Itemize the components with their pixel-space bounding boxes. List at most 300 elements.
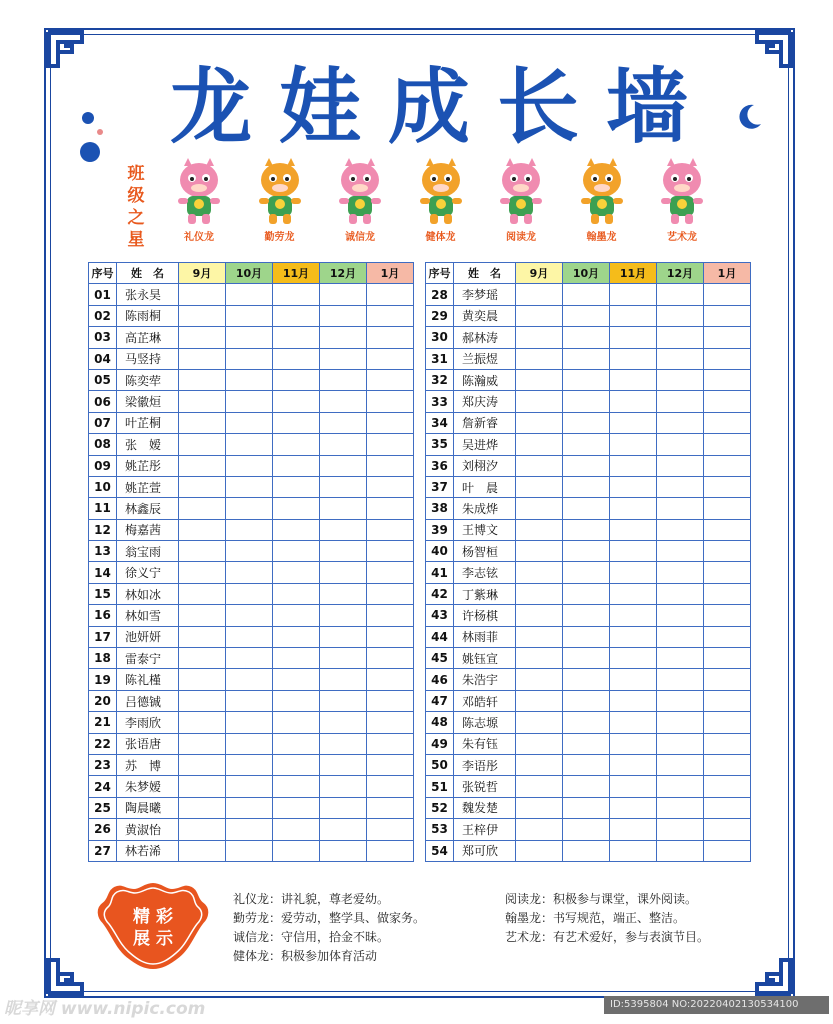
month-cell xyxy=(610,348,657,369)
month-cell xyxy=(226,412,273,433)
month-cell xyxy=(610,605,657,626)
month-cell xyxy=(367,776,414,797)
month-cell xyxy=(610,754,657,775)
month-cell xyxy=(704,583,751,604)
month-cell xyxy=(610,541,657,562)
month-cell xyxy=(367,391,414,412)
month-cell xyxy=(563,690,610,711)
month-cell xyxy=(226,369,273,390)
month-cell xyxy=(563,327,610,348)
month-cell xyxy=(226,348,273,369)
student-number: 08 xyxy=(89,434,117,455)
student-number: 15 xyxy=(89,583,117,604)
month-cell xyxy=(273,284,320,305)
table-row xyxy=(426,391,751,412)
student-name: 苏 博 xyxy=(117,754,179,775)
student-name: 陈雨桐 xyxy=(117,305,179,326)
legend-item: 勤劳龙：爱劳动，整学具、做家务。 xyxy=(233,911,426,925)
month-cell xyxy=(226,562,273,583)
month-cell xyxy=(320,455,367,476)
month-cell xyxy=(226,455,273,476)
month-cell xyxy=(320,562,367,583)
table-row xyxy=(89,327,414,348)
month-cell xyxy=(657,455,704,476)
student-number: 23 xyxy=(89,754,117,775)
student-number: 35 xyxy=(426,434,454,455)
student-name: 叶 晨 xyxy=(454,476,516,497)
table-row xyxy=(89,690,414,711)
table-row xyxy=(426,690,751,711)
header-month: 1月 xyxy=(367,263,414,284)
table-row xyxy=(426,583,751,604)
month-cell xyxy=(516,541,563,562)
legend-item: 艺术龙：有艺术爱好，参与表演节目。 xyxy=(505,930,710,944)
table-row xyxy=(89,434,414,455)
student-number: 16 xyxy=(89,605,117,626)
student-name: 李语彤 xyxy=(454,754,516,775)
month-cell xyxy=(179,712,226,733)
month-cell xyxy=(610,583,657,604)
header-month: 1月 xyxy=(704,263,751,284)
month-cell xyxy=(704,605,751,626)
table-row xyxy=(89,840,414,861)
month-cell xyxy=(179,819,226,840)
month-cell xyxy=(704,754,751,775)
month-cell xyxy=(320,348,367,369)
month-cell xyxy=(704,412,751,433)
student-number: 27 xyxy=(89,840,117,861)
month-cell xyxy=(657,369,704,390)
student-number: 48 xyxy=(426,712,454,733)
month-cell xyxy=(610,327,657,348)
month-cell xyxy=(657,327,704,348)
student-number: 05 xyxy=(89,369,117,390)
month-cell xyxy=(610,369,657,390)
student-number: 28 xyxy=(426,284,454,305)
month-cell xyxy=(563,776,610,797)
student-number: 51 xyxy=(426,776,454,797)
month-cell xyxy=(610,797,657,818)
month-cell xyxy=(226,327,273,348)
table-row xyxy=(426,498,751,519)
month-cell xyxy=(516,733,563,754)
month-cell xyxy=(657,583,704,604)
month-cell xyxy=(657,669,704,690)
legend-item: 礼仪龙：讲礼貌，尊老爱幼。 xyxy=(233,892,390,906)
month-cell xyxy=(657,476,704,497)
month-cell xyxy=(610,412,657,433)
month-cell xyxy=(179,776,226,797)
table-row xyxy=(426,412,751,433)
month-cell xyxy=(516,840,563,861)
student-name: 郑可欣 xyxy=(454,840,516,861)
student-name: 朱有钰 xyxy=(454,733,516,754)
month-cell xyxy=(610,305,657,326)
month-cell xyxy=(657,733,704,754)
student-name: 丁紫琳 xyxy=(454,583,516,604)
month-cell xyxy=(563,819,610,840)
student-name: 翁宝雨 xyxy=(117,541,179,562)
student-number: 43 xyxy=(426,605,454,626)
header-month: 9月 xyxy=(179,263,226,284)
month-cell xyxy=(273,754,320,775)
table-row xyxy=(89,712,414,733)
student-number: 45 xyxy=(426,648,454,669)
moon-icon xyxy=(734,102,764,132)
table-row xyxy=(426,648,751,669)
month-cell xyxy=(320,412,367,433)
month-cell xyxy=(226,541,273,562)
month-cell xyxy=(273,648,320,669)
month-cell xyxy=(320,476,367,497)
month-cell xyxy=(226,690,273,711)
mascot-card xyxy=(329,158,391,252)
legend-item: 阅读龙：积极参与课堂，课外阅读。 xyxy=(505,892,698,906)
month-cell xyxy=(273,476,320,497)
month-cell xyxy=(704,669,751,690)
month-cell xyxy=(273,626,320,647)
month-cell xyxy=(610,391,657,412)
month-cell xyxy=(516,327,563,348)
month-cell xyxy=(563,434,610,455)
table-row xyxy=(89,626,414,647)
corner-ornament-top-right xyxy=(753,28,795,70)
month-cell xyxy=(226,669,273,690)
student-number: 04 xyxy=(89,348,117,369)
month-cell xyxy=(704,840,751,861)
month-cell xyxy=(610,455,657,476)
dragon-mascot-icon xyxy=(414,158,468,226)
student-name: 朱梦嫒 xyxy=(117,776,179,797)
mascot-row xyxy=(168,158,728,252)
month-cell xyxy=(516,412,563,433)
month-cell xyxy=(367,327,414,348)
month-cell xyxy=(367,754,414,775)
student-name: 王梓伊 xyxy=(454,819,516,840)
month-cell xyxy=(320,626,367,647)
month-cell xyxy=(657,754,704,775)
header-month: 9月 xyxy=(516,263,563,284)
student-name: 刘栩汐 xyxy=(454,455,516,476)
month-cell xyxy=(320,369,367,390)
student-name: 吕德铖 xyxy=(117,690,179,711)
month-cell xyxy=(179,648,226,669)
table-row xyxy=(89,583,414,604)
table-row xyxy=(426,541,751,562)
legend-right xyxy=(505,890,709,947)
month-cell xyxy=(179,733,226,754)
table-row xyxy=(89,669,414,690)
student-number: 30 xyxy=(426,327,454,348)
roster-table-right xyxy=(425,262,751,862)
student-name: 马竖持 xyxy=(117,348,179,369)
month-cell xyxy=(704,797,751,818)
table-row xyxy=(89,498,414,519)
header-month: 11月 xyxy=(273,263,320,284)
student-number: 29 xyxy=(426,305,454,326)
student-number: 33 xyxy=(426,391,454,412)
title-char: 成 xyxy=(387,60,472,155)
table-header-row xyxy=(89,263,414,284)
student-name: 张 嫒 xyxy=(117,434,179,455)
month-cell xyxy=(704,476,751,497)
student-number: 17 xyxy=(89,626,117,647)
month-cell xyxy=(704,434,751,455)
student-name: 陈瀚威 xyxy=(454,369,516,390)
student-number: 39 xyxy=(426,519,454,540)
table-row xyxy=(89,305,414,326)
month-cell xyxy=(563,412,610,433)
month-cell xyxy=(516,712,563,733)
month-cell xyxy=(367,626,414,647)
mascot-name: 翰墨龙 xyxy=(586,232,617,243)
student-number: 54 xyxy=(426,840,454,861)
month-cell xyxy=(704,348,751,369)
student-number: 49 xyxy=(426,733,454,754)
month-cell xyxy=(563,498,610,519)
mascot-card xyxy=(249,158,311,252)
title-char: 墙 xyxy=(605,60,690,155)
header-month: 10月 xyxy=(226,263,273,284)
month-cell xyxy=(179,797,226,818)
month-cell xyxy=(320,284,367,305)
dragon-mascot-icon xyxy=(172,158,226,226)
month-cell xyxy=(179,498,226,519)
mascot-card xyxy=(410,158,472,252)
month-cell xyxy=(563,455,610,476)
student-name: 林鑫辰 xyxy=(117,498,179,519)
student-number: 47 xyxy=(426,690,454,711)
month-cell xyxy=(179,840,226,861)
month-cell xyxy=(179,327,226,348)
mascot-name: 勤劳龙 xyxy=(264,232,295,243)
title-char: 长 xyxy=(496,60,581,155)
month-cell xyxy=(516,455,563,476)
student-name: 林若浠 xyxy=(117,840,179,861)
month-cell xyxy=(273,840,320,861)
month-cell xyxy=(367,498,414,519)
student-number: 38 xyxy=(426,498,454,519)
month-cell xyxy=(657,412,704,433)
month-cell xyxy=(273,541,320,562)
month-cell xyxy=(704,776,751,797)
month-cell xyxy=(657,776,704,797)
student-number: 20 xyxy=(89,690,117,711)
month-cell xyxy=(226,476,273,497)
student-number: 21 xyxy=(89,712,117,733)
month-cell xyxy=(704,327,751,348)
month-cell xyxy=(179,284,226,305)
month-cell xyxy=(563,519,610,540)
month-cell xyxy=(273,412,320,433)
month-cell xyxy=(657,690,704,711)
month-cell xyxy=(563,712,610,733)
month-cell xyxy=(273,455,320,476)
table-row xyxy=(426,305,751,326)
month-cell xyxy=(367,669,414,690)
month-cell xyxy=(320,583,367,604)
month-cell xyxy=(273,583,320,604)
month-cell xyxy=(273,519,320,540)
student-name: 吴进烨 xyxy=(454,434,516,455)
month-cell xyxy=(516,519,563,540)
table-row xyxy=(426,284,751,305)
month-cell xyxy=(704,712,751,733)
month-cell xyxy=(657,391,704,412)
student-name: 陶晨曦 xyxy=(117,797,179,818)
month-cell xyxy=(367,348,414,369)
table-row xyxy=(426,519,751,540)
table-row xyxy=(89,391,414,412)
month-cell xyxy=(610,626,657,647)
table-row xyxy=(89,562,414,583)
month-cell xyxy=(563,562,610,583)
table-row xyxy=(89,541,414,562)
watermark-site: 昵享网 www.nipic.com xyxy=(4,999,206,1019)
student-number: 41 xyxy=(426,562,454,583)
month-cell xyxy=(367,284,414,305)
corner-ornament-top-left xyxy=(44,28,86,70)
header-name: 姓 名 xyxy=(117,263,179,284)
month-cell xyxy=(563,605,610,626)
corner-ornament-bottom-left xyxy=(44,956,86,998)
month-cell xyxy=(657,541,704,562)
table-row xyxy=(89,648,414,669)
month-cell xyxy=(610,733,657,754)
month-cell xyxy=(226,519,273,540)
month-cell xyxy=(226,840,273,861)
student-name: 张锐哲 xyxy=(454,776,516,797)
table-row xyxy=(426,840,751,861)
student-number: 13 xyxy=(89,541,117,562)
month-cell xyxy=(657,626,704,647)
student-number: 42 xyxy=(426,583,454,604)
month-cell xyxy=(704,305,751,326)
month-cell xyxy=(516,284,563,305)
student-number: 52 xyxy=(426,797,454,818)
student-number: 19 xyxy=(89,669,117,690)
month-cell xyxy=(179,305,226,326)
month-cell xyxy=(226,284,273,305)
month-cell xyxy=(657,434,704,455)
month-cell xyxy=(516,305,563,326)
table-row xyxy=(426,605,751,626)
student-number: 11 xyxy=(89,498,117,519)
table-row xyxy=(89,412,414,433)
dragon-mascot-icon xyxy=(494,158,548,226)
table-row xyxy=(426,669,751,690)
month-cell xyxy=(516,626,563,647)
table-row xyxy=(426,819,751,840)
student-number: 40 xyxy=(426,541,454,562)
student-name: 兰振煜 xyxy=(454,348,516,369)
mascot-name: 健体龙 xyxy=(425,232,456,243)
month-cell xyxy=(320,669,367,690)
month-cell xyxy=(226,797,273,818)
student-name: 叶芷桐 xyxy=(117,412,179,433)
month-cell xyxy=(179,541,226,562)
header-month: 11月 xyxy=(610,263,657,284)
month-cell xyxy=(273,348,320,369)
month-cell xyxy=(516,476,563,497)
header-month: 10月 xyxy=(563,263,610,284)
table-row xyxy=(426,455,751,476)
month-cell xyxy=(226,819,273,840)
student-name: 陈礼槿 xyxy=(117,669,179,690)
month-cell xyxy=(273,797,320,818)
table-row xyxy=(426,626,751,647)
dragon-mascot-icon xyxy=(333,158,387,226)
mascot-name: 诚信龙 xyxy=(345,232,375,243)
table-row xyxy=(426,562,751,583)
student-number: 18 xyxy=(89,648,117,669)
month-cell xyxy=(226,605,273,626)
table-row xyxy=(89,605,414,626)
table-row xyxy=(89,519,414,540)
month-cell xyxy=(226,648,273,669)
student-name: 陈志塬 xyxy=(454,712,516,733)
month-cell xyxy=(704,733,751,754)
month-cell xyxy=(610,690,657,711)
month-cell xyxy=(657,648,704,669)
month-cell xyxy=(563,733,610,754)
month-cell xyxy=(273,562,320,583)
table-row xyxy=(426,712,751,733)
month-cell xyxy=(516,369,563,390)
month-cell xyxy=(516,776,563,797)
month-cell xyxy=(563,305,610,326)
dragon-mascot-icon xyxy=(253,158,307,226)
month-cell xyxy=(273,776,320,797)
month-cell xyxy=(704,819,751,840)
badge-line: 展 示 xyxy=(133,929,173,949)
month-cell xyxy=(273,712,320,733)
month-cell xyxy=(273,498,320,519)
month-cell xyxy=(516,348,563,369)
month-cell xyxy=(367,305,414,326)
month-cell xyxy=(704,562,751,583)
month-cell xyxy=(516,434,563,455)
month-cell xyxy=(367,819,414,840)
month-cell xyxy=(179,476,226,497)
header-number: 序号 xyxy=(426,263,454,284)
star-label-char: 之 xyxy=(127,208,145,228)
month-cell xyxy=(320,690,367,711)
student-name: 詹新睿 xyxy=(454,412,516,433)
month-cell xyxy=(704,498,751,519)
month-cell xyxy=(179,562,226,583)
month-cell xyxy=(610,840,657,861)
table-row xyxy=(89,369,414,390)
month-cell xyxy=(657,305,704,326)
table-row xyxy=(89,348,414,369)
student-name: 姚芷萱 xyxy=(117,476,179,497)
month-cell xyxy=(367,541,414,562)
month-cell xyxy=(610,284,657,305)
student-number: 25 xyxy=(89,797,117,818)
student-name: 梁徽烜 xyxy=(117,391,179,412)
month-cell xyxy=(320,648,367,669)
month-cell xyxy=(610,498,657,519)
month-cell xyxy=(657,348,704,369)
month-cell xyxy=(704,541,751,562)
month-cell xyxy=(516,583,563,604)
student-number: 14 xyxy=(89,562,117,583)
table-row xyxy=(426,348,751,369)
month-cell xyxy=(610,476,657,497)
student-number: 46 xyxy=(426,669,454,690)
legend-item: 健体龙：积极参加体育活动 xyxy=(233,949,378,963)
